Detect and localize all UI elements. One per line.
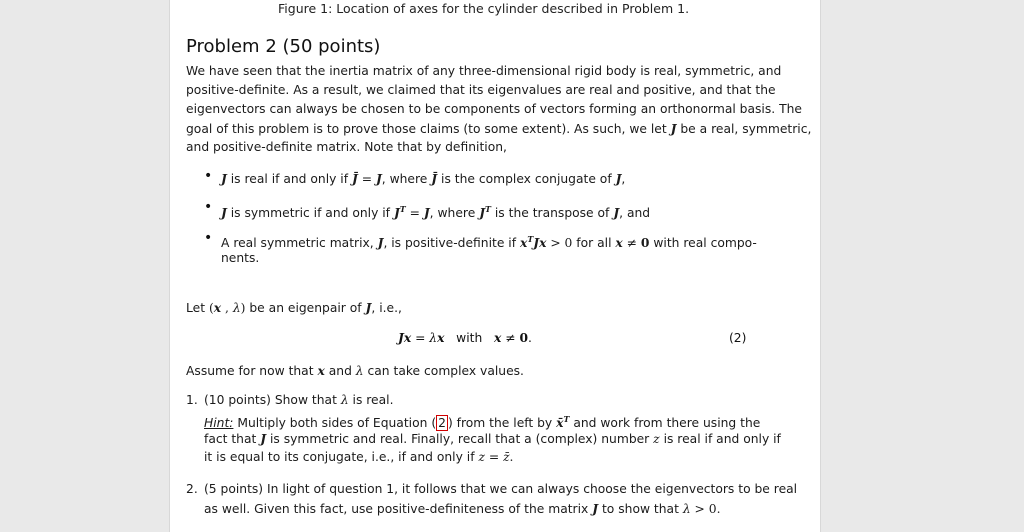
bullet-positive-definite: A real symmetric matrix, J, is positive-definite if $x^TJx > 0$ for all x ≠ 0 with real compo- [221, 234, 757, 251]
document-page [169, 0, 821, 532]
question-1-hint-line-2: fact that J is symmetric and real. Finally, recall that a (complex) number z is real if and only if [204, 431, 781, 446]
question-2-line-2: as well. Given this fact, use positive-definiteness of the matrix J to show that λ > 0. [204, 501, 721, 516]
bullet-real: J is real if and only if J̄ = J, where J̄ is the complex conjugate of J, [221, 171, 626, 186]
eigenpair-line: Let (x , λ) be an eigenpair of J, i.e., [186, 300, 402, 315]
intro-line-5: and positive-definite matrix. Note that by definition, [186, 140, 507, 154]
section-title: Problem 2 (50 points) [186, 36, 381, 57]
bullet-symmetric: J is symmetric if and only if $J^T = J$, where $J^T$ is the transpose of J, and [221, 204, 651, 221]
equation-ref-link[interactable]: 2 [438, 416, 446, 431]
intro-line-2: positive-definite. As a result, we claimed that its eigenvalues are real and positive, and that the [186, 83, 776, 97]
bullet-dot: • [204, 199, 213, 215]
question-1-number: 1. [186, 393, 198, 407]
intro-line-1: We have seen that the inertia matrix of any three-dimensional rigid body is real, symmetric, and [186, 64, 782, 78]
bullet-dot: • [204, 230, 213, 246]
question-1-heading: (10 points) Show that λ is real. [204, 393, 394, 407]
bullet-dot: • [204, 168, 213, 184]
question-1-hint-line-1: Hint: Multiply both sides of Equation ( 2 ) from the left by x̄$^T$ and work from there using the [204, 414, 761, 431]
figure-caption: Figure 1: Location of axes for the cylinder described in Problem 1. [278, 1, 690, 16]
question-2-number: 2. [186, 482, 198, 496]
equation-number: (2) [729, 331, 747, 345]
question-1-hint-line-3: it is equal to its conjugate, i.e., if and only if z = z̄. [204, 450, 514, 464]
intro-line-4: goal of this problem is to prove those claims (to some extent). As such, we let J be a real, symmetric, [186, 121, 812, 136]
intro-line-3: eigenvectors can always be chosen to be components of vectors forming an orthonormal basis. The [186, 102, 802, 116]
hint-label: Hint: [204, 416, 234, 431]
bullet-positive-definite-cont: nents. [221, 251, 260, 265]
equation-2: Jx = λx with x ≠ 0. [398, 330, 532, 345]
assume-line: Assume for now that x and λ can take complex values. [186, 363, 524, 378]
question-2-line-1: (5 points) In light of question 1, it follows that we can always choose the eigenvectors to be real [204, 482, 798, 496]
